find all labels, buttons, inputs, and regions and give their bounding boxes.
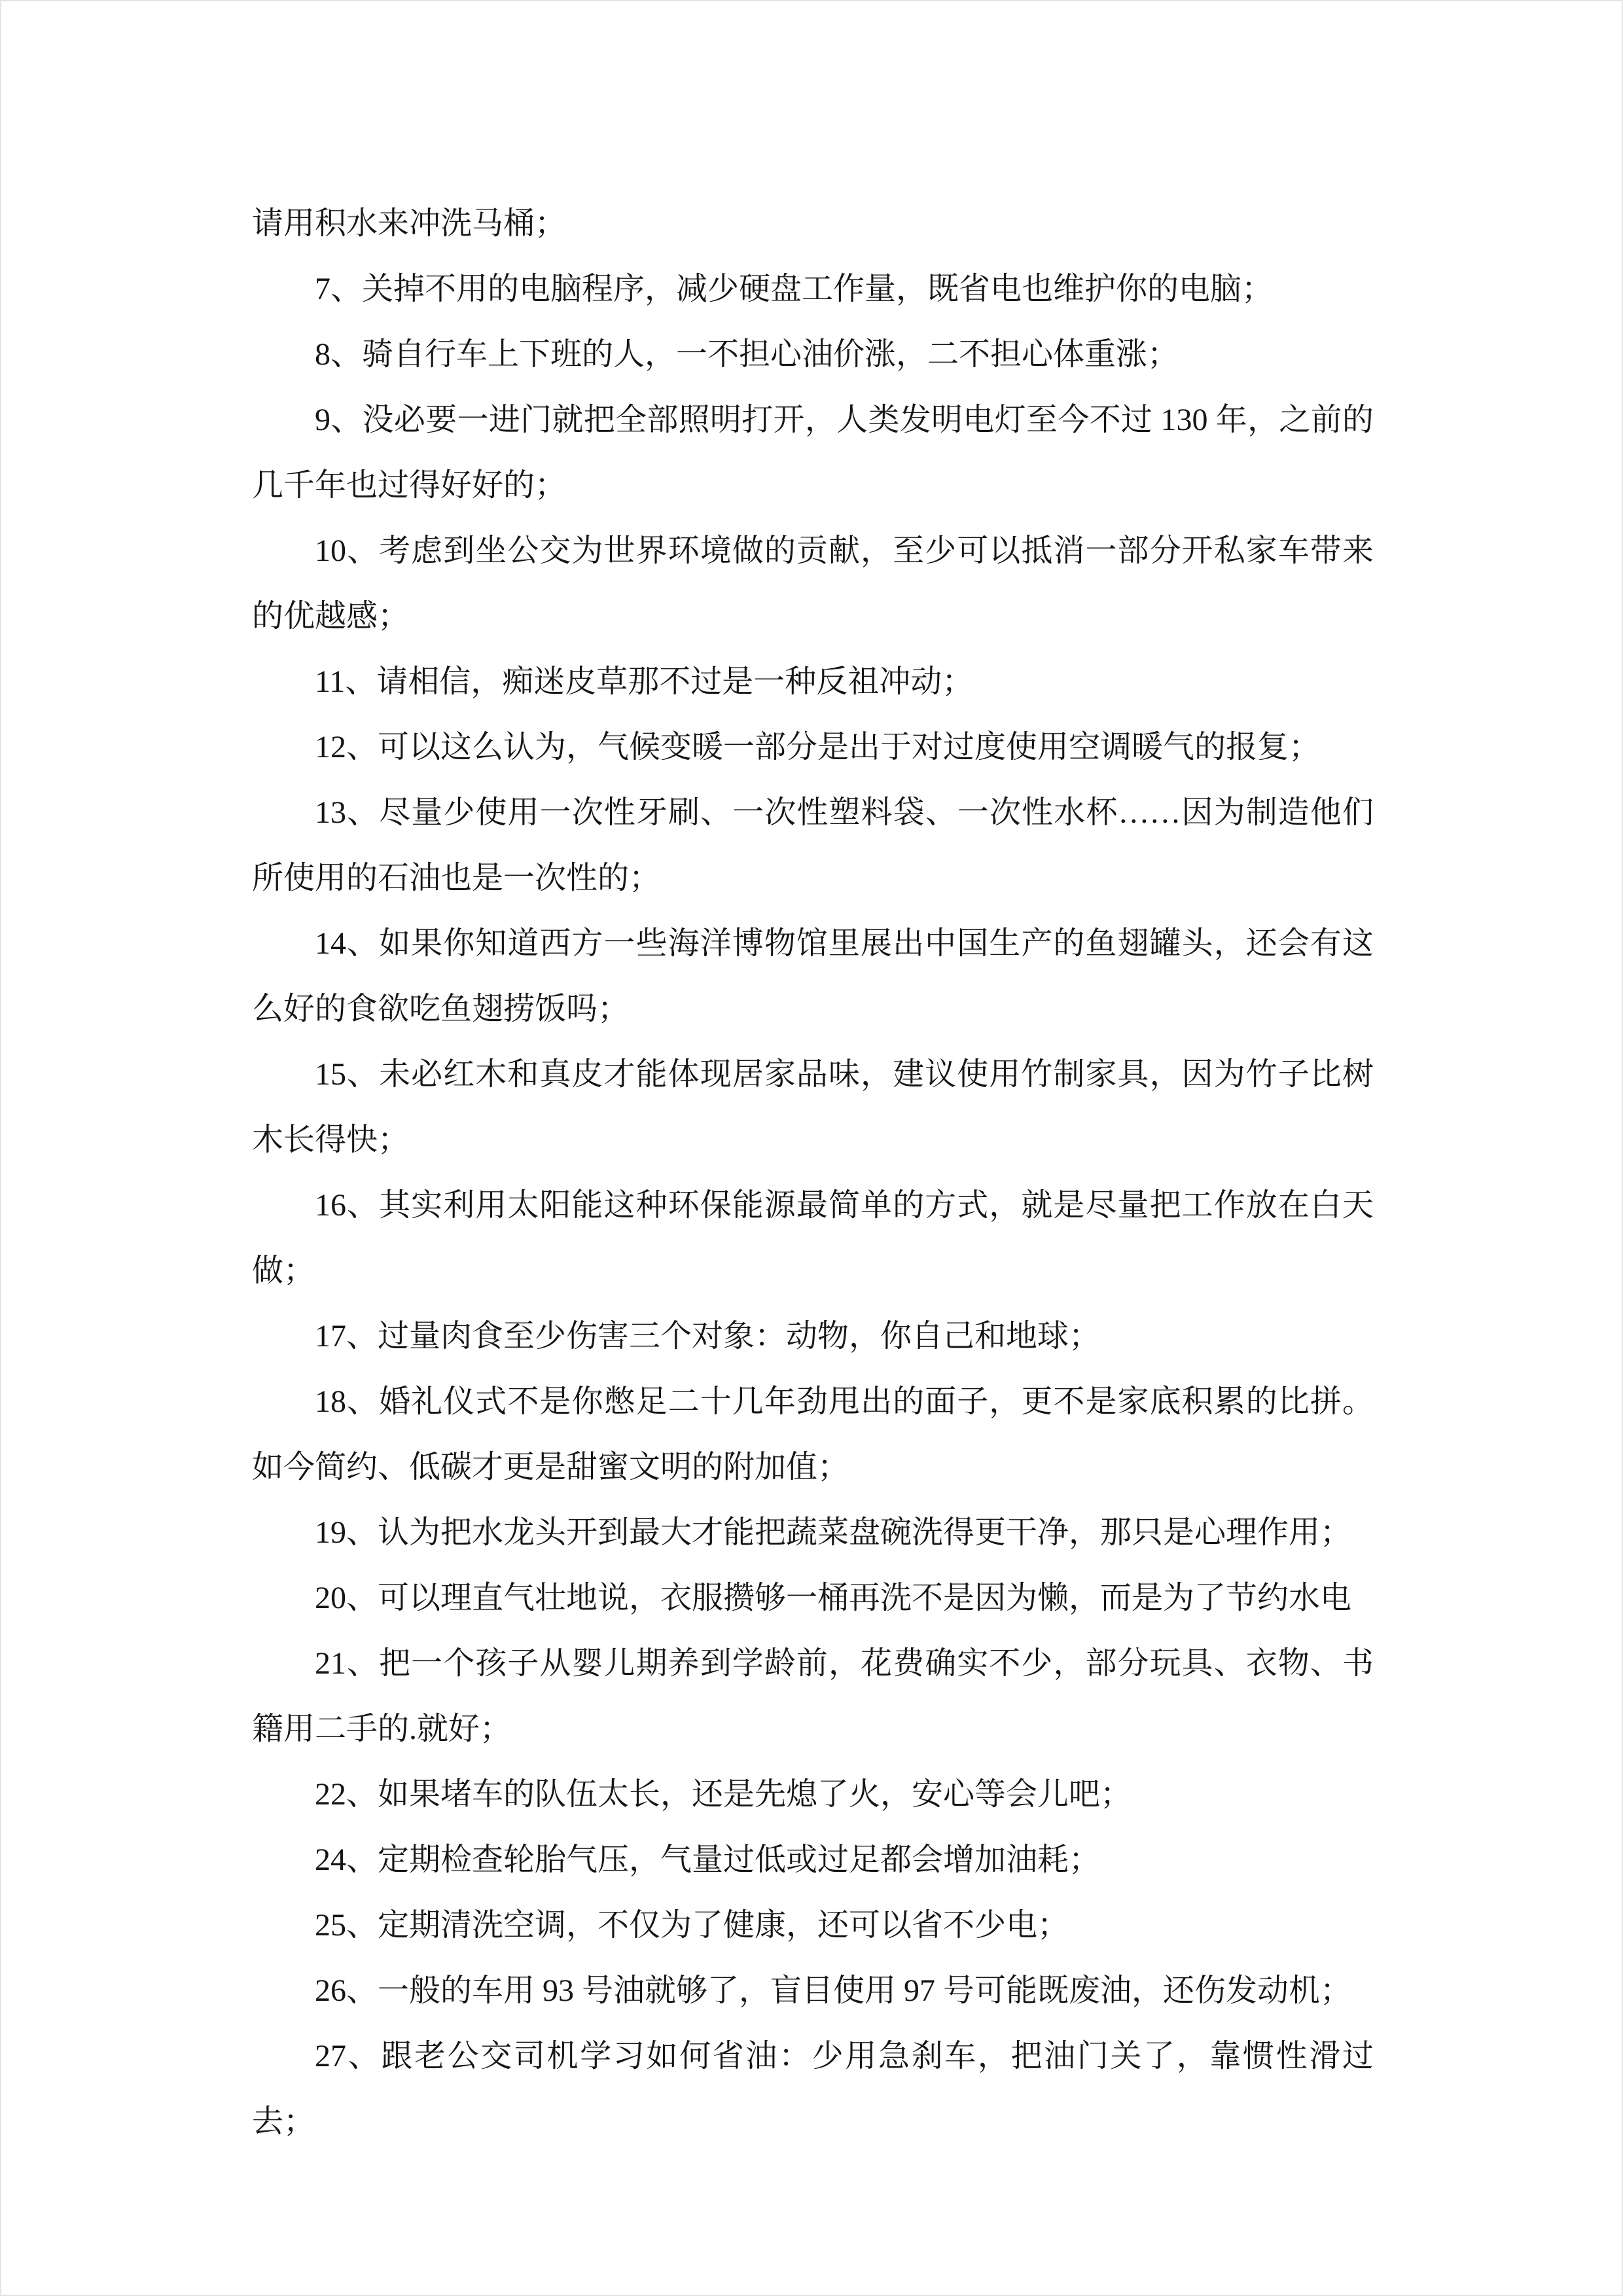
paragraph: 18、婚礼仪式不是你憋足二十几年劲甩出的面子，更不是家底积累的比拼。如今简约、低碳才更是甜蜜文明的附加值； (252, 1384, 1374, 1484)
paragraph: 9、没必要一进门就把全部照明打开，人类发明电灯至今不过 130 年，之前的几千年也过得好好的； (252, 403, 1374, 503)
paragraph: 19、认为把水龙头开到最大才能把蔬菜盘碗洗得更干净，那只是心理作用； (315, 1515, 1352, 1550)
paragraph: 请用积水来冲洗马桶； (252, 206, 567, 241)
paragraph: 25、定期清洗空调，不仅为了健康，还可以省不少电； (315, 1908, 1069, 1943)
paragraph: 14、如果你知道西方一些海洋博物馆里展出中国生产的鱼翅罐头，还会有这么好的食欲吃鱼翅捞饭吗； (252, 926, 1374, 1026)
paragraph: 15、未必红木和真皮才能体现居家品味，建议使用竹制家具，因为竹子比树木长得快； (252, 1057, 1374, 1157)
paragraph: 16、其实利用太阳能这种环保能源最简单的方式，就是尽量把工作放在白天做； (252, 1188, 1374, 1288)
paragraph: 8、骑自行车上下班的人，一不担心油价涨，二不担心体重涨； (315, 337, 1179, 372)
paragraph: 27、跟老公交司机学习如何省油：少用急刹车，把油门关了，靠惯性滑过去； (252, 2039, 1374, 2139)
paragraph: 11、请相信，痴迷皮草那不过是一种反祖冲动； (315, 664, 974, 699)
paragraph: 12、可以这么认为，气候变暖一部分是出于对过度使用空调暖气的报复； (315, 730, 1321, 764)
paragraph: 13、尽量少使用一次性牙刷、一次性塑料袋、一次性水杯……因为制造他们所使用的石油也是一次性的； (252, 795, 1374, 895)
paragraph: 17、过量肉食至少伤害三个对象：动物，你自己和地球； (315, 1319, 1101, 1354)
paragraph: 7、关掉不用的电脑程序，减少硬盘工作量，既省电也维护你的电脑； (315, 272, 1274, 306)
paragraph: 24、定期检查轮胎气压，气量过低或过足都会增加油耗； (315, 1842, 1101, 1877)
paragraph: 20、可以理直气壮地说，衣服攒够一桶再洗不是因为懒，而是为了节约水电 (315, 1581, 1352, 1615)
document-body-text (252, 191, 1374, 2155)
paragraph: 22、如果堵车的队伍太长，还是先熄了火，安心等会儿吧； (315, 1777, 1132, 1812)
paragraph: 21、把一个孩子从婴儿期养到学龄前，花费确实不少，部分玩具、衣物、书籍用二手的.就好； (252, 1646, 1374, 1746)
paragraph: 10、考虑到坐公交为世界环境做的贡献，至少可以抵消一部分开私家车带来的优越感； (252, 533, 1374, 634)
paragraph: 26、一般的车用 93 号油就够了，盲目使用 97 号可能既废油，还伤发动机； (315, 1973, 1352, 2008)
